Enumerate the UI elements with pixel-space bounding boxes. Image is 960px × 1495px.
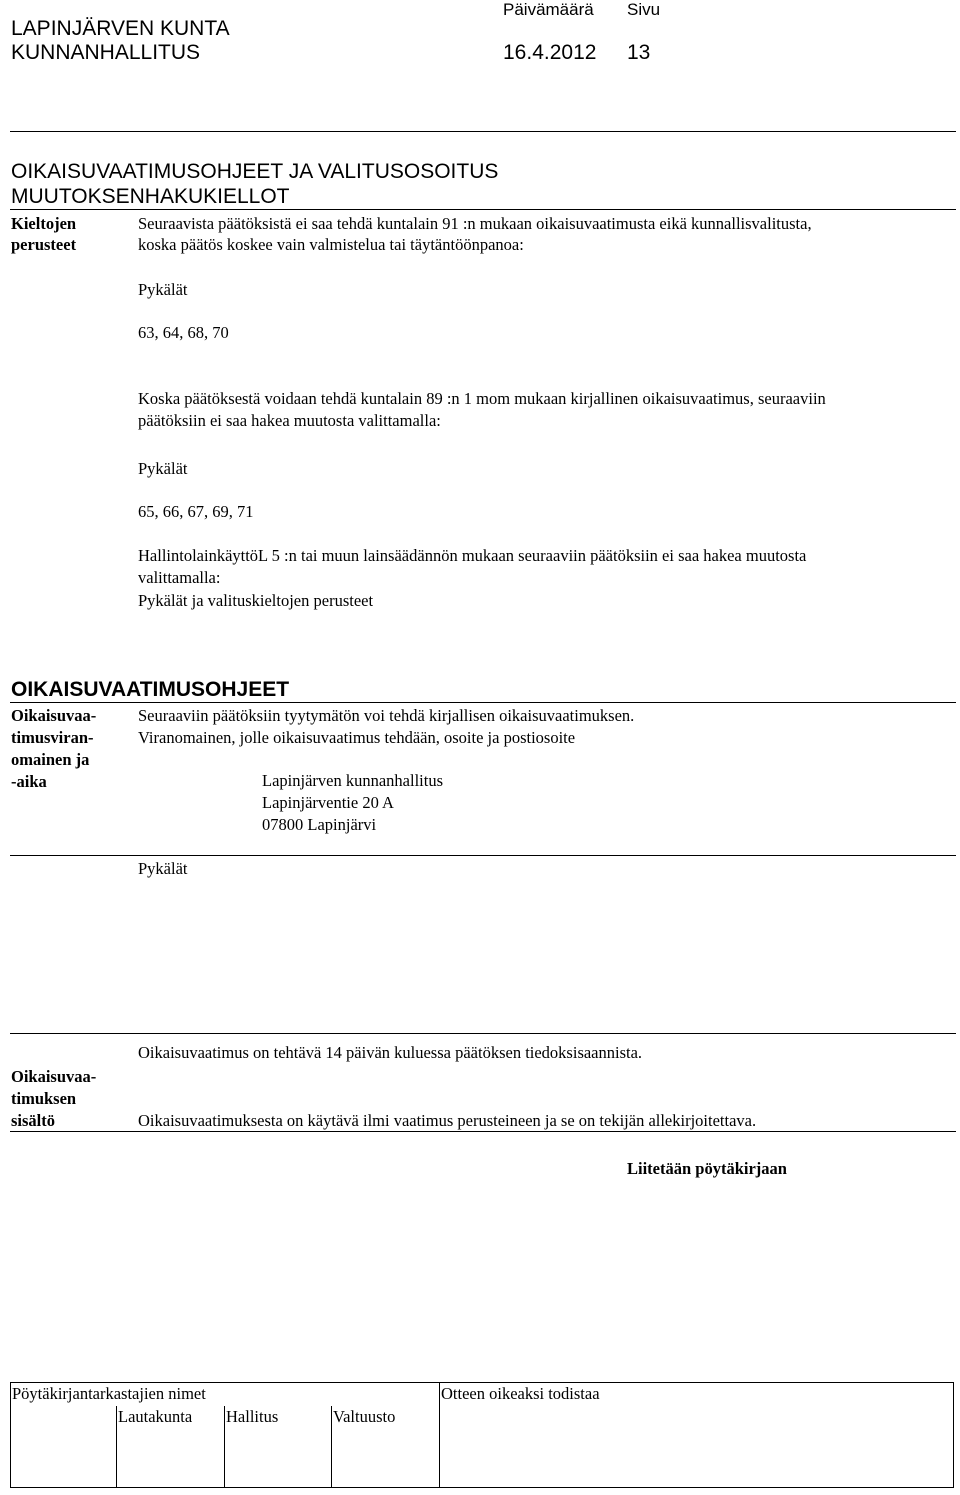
col-board: Hallitus (226, 1407, 279, 1426)
intro-text-line1: Seuraavista päätöksistä ei saa tehdä kuntalain 91 :n mukaan oikaisuvaatimusta eikä kunnallisvalitusta, (138, 214, 812, 233)
sections-list-1: 63, 64, 68, 70 (138, 323, 229, 342)
label-authority-1: Oikaisuvaa- (11, 706, 97, 725)
paragraph3-line3: Pykälät ja valituskieltojen perusteet (138, 591, 374, 610)
col-council: Valtuusto (333, 1407, 396, 1426)
paragraph3-line2: valittamalla: (138, 568, 221, 587)
section1-divider (10, 209, 956, 210)
sections-label: Pykälät (138, 859, 188, 878)
label-prohibition-grounds-2: perusteet (11, 235, 77, 254)
label-content-3: sisältö (11, 1111, 56, 1130)
section3-divider (10, 1033, 956, 1034)
col-committee: Lautakunta (118, 1407, 193, 1426)
document-date: 16.4.2012 (503, 41, 597, 64)
section3-bottom-divider (10, 1131, 956, 1132)
header-divider (10, 131, 956, 132)
attachment-note: Liitetään pöytäkirjaan (627, 1159, 787, 1178)
section2-bottom-divider (10, 855, 956, 856)
footer-column-divider (439, 1382, 440, 1488)
page-number: 13 (627, 41, 651, 64)
address-line1: Lapinjärven kunnanhallitus (262, 771, 443, 790)
sections-list-2: 65, 66, 67, 69, 71 (138, 502, 254, 521)
page-label: Sivu (627, 0, 661, 19)
section-title-appeal-instructions: OIKAISUVAATIMUSOHJEET JA VALITUSOSOITUS (11, 160, 499, 183)
paragraph3-line1: HallintolainkäyttöL 5 :n tai muun lainsäädännön mukaan seuraaviin päätöksiin ei saa hakea muutosta (138, 546, 807, 565)
footer-cell-divider-2 (224, 1406, 225, 1488)
certify-label: Otteen oikeaksi todistaa (441, 1384, 600, 1403)
label-prohibition-grounds-1: Kieltojen (11, 214, 77, 233)
label-authority-2: timusviran- (11, 728, 94, 747)
paragraph2-line2: päätöksiin ei saa hakea muutosta valittamalla: (138, 411, 441, 430)
checkers-label: Pöytäkirjantarkastajien nimet (12, 1384, 206, 1403)
label-authority-4: -aika (11, 772, 47, 791)
address-line3: 07800 Lapinjärvi (262, 815, 377, 834)
address-line2: Lapinjärventie 20 A (262, 793, 394, 812)
rectification-text-line1: Seuraaviin päätöksiin tyytymätön voi tehdä kirjallisen oikaisuvaatimuksen. (138, 706, 635, 725)
board-name: KUNNANHALLITUS (11, 41, 201, 64)
sections-label: Pykälät (138, 459, 188, 478)
section-title-rectification: OIKAISUVAATIMUSOHJEET (11, 678, 290, 701)
intro-text-line2: koska päätös koskee vain valmistelua tai täytäntöönpanoa: (138, 235, 524, 254)
municipality-name: LAPINJÄRVEN KUNTA (11, 17, 230, 40)
label-authority-3: omainen ja (11, 750, 90, 769)
content-text-line2: Oikaisuvaatimuksesta on käytävä ilmi vaatimus perusteineen ja se on tekijän allekirjoitettava. (138, 1111, 757, 1130)
footer-cell-divider-3 (331, 1406, 332, 1488)
content-text-line1: Oikaisuvaatimus on tehtävä 14 päivän kuluessa päätöksen tiedoksisaannista. (138, 1043, 643, 1062)
footer-cell-divider-1 (116, 1406, 117, 1488)
section2-divider (10, 702, 956, 703)
rectification-text-line2: Viranomainen, jolle oikaisuvaatimus tehdään, osoite ja postiosoite (138, 728, 576, 747)
date-label: Päivämäärä (503, 0, 594, 19)
paragraph2-line1: Koska päätöksestä voidaan tehdä kuntalain 89 :n 1 mom mukaan kirjallinen oikaisuvaatimus, seuraaviin (138, 389, 826, 408)
section-title-appeal-prohibitions: MUUTOKSENHAKUKIELLOT (11, 185, 290, 208)
label-content-1: Oikaisuvaa- (11, 1067, 97, 1086)
label-content-2: timuksen (11, 1089, 77, 1108)
sections-label: Pykälät (138, 280, 188, 299)
